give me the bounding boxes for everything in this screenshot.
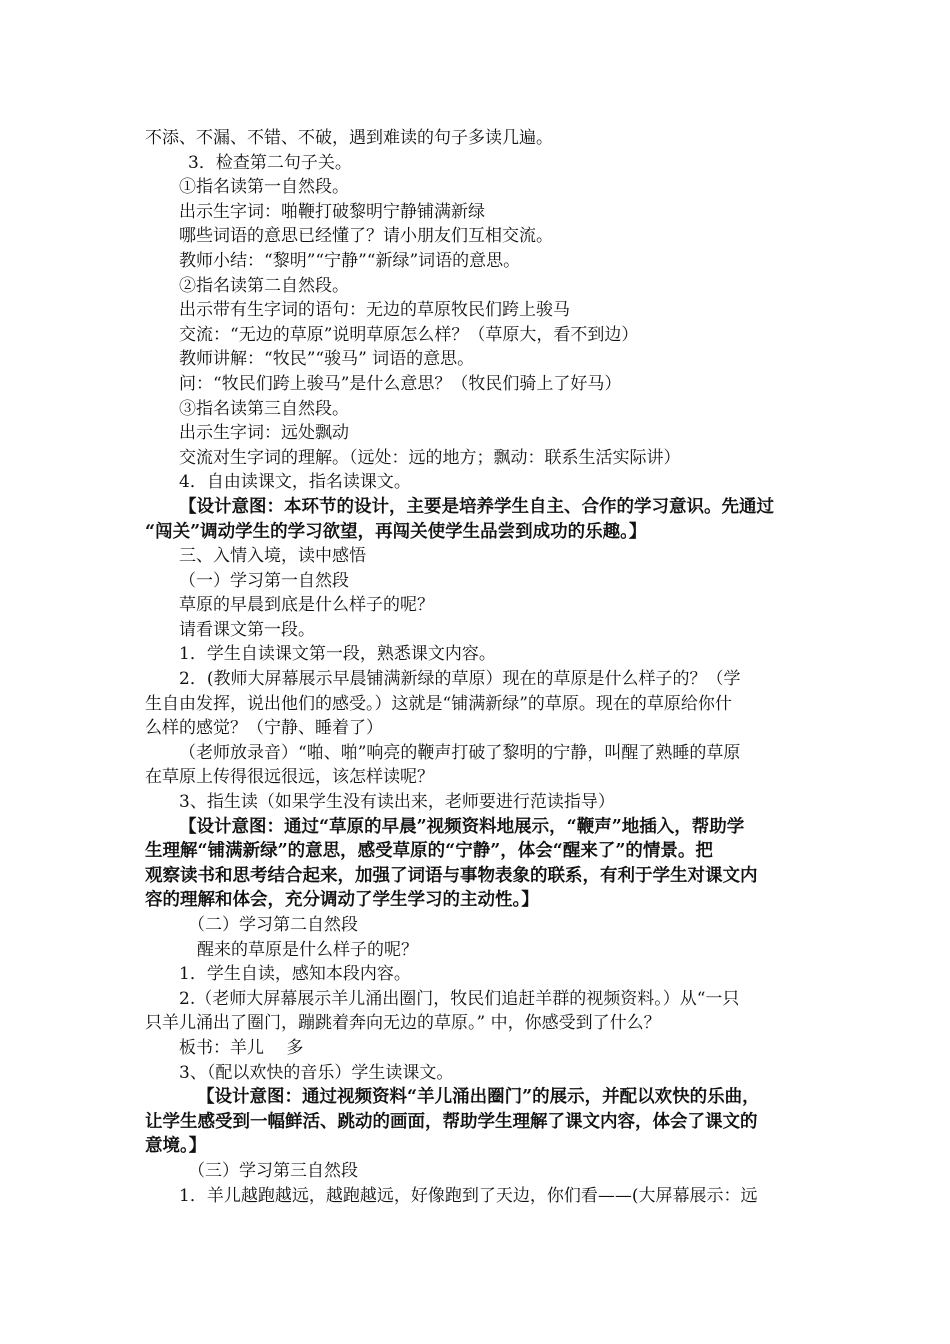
design-intent-note: 观察读书和思考结合起来，加强了词语与事物表象的联系，有利于学生对课文内 xyxy=(145,865,758,886)
text-line: 2.（老师大屏幕展示羊儿涌出圈门，牧民们追赶羊群的视频资料。）从“一只 xyxy=(179,988,740,1009)
text-line: 哪些词语的意思已经懂了？请小朋友们互相交流。 xyxy=(179,226,553,247)
design-intent-note: 【设计意图：本环节的设计，主要是培养学生自主、合作的学习意识。先通过 xyxy=(179,496,774,517)
text-line: 3、（配以欢快的音乐）学生读课文。 xyxy=(179,1062,454,1083)
text-line: 板书：羊儿 多 xyxy=(179,1037,304,1058)
text-line: 4．自由读课文，指名读课文。 xyxy=(179,472,411,493)
subsection-heading: （一）学习第一自然段 xyxy=(179,570,349,591)
text-line: 草原的早晨到底是什么样子的呢？ xyxy=(179,595,434,616)
text-line: 请看课文第一段。 xyxy=(179,619,315,640)
text-line: 出示生字词：远处飘动 xyxy=(179,423,349,444)
text-line: 醒来的草原是什么样子的呢？ xyxy=(197,939,418,960)
text-line: 生自由发挥，说出他们的感受。）这就是“铺满新绿”的草原。现在的草原给你什 xyxy=(145,693,732,714)
design-intent-note: 【设计意图：通过视频资料“羊儿涌出圈门”的展示，并配以欢快的乐曲， xyxy=(197,1087,760,1108)
design-intent-note: 【设计意图：通过“草原的早晨”视频资料地展示，“鞭声”地插入，帮助学 xyxy=(179,816,745,837)
text-line: 3．检查第二句子关。 xyxy=(188,152,352,173)
section-heading: 三、入情入境，读中感悟 xyxy=(179,546,366,567)
text-line: （老师放录音）“啪、啪”响亮的鞭声打破了黎明的宁静，叫醒了熟睡的草原 xyxy=(179,742,741,763)
text-line: 交流对生字词的理解。（远处：远的地方；飘动：联系生活实际讲） xyxy=(179,447,681,468)
text-line: 交流：“无边的草原”说明草原怎么样？（草原大，看不到边） xyxy=(179,324,639,345)
design-intent-note: 生理解“铺满新绿”的意思，感受草原的“宁静”，体会“醒来了”的情景。把 xyxy=(145,841,713,862)
text-line: 在草原上传得很远很远，该怎样读呢？ xyxy=(145,767,434,788)
text-line: ②指名读第二自然段。 xyxy=(179,275,349,296)
text-line: 1．学生自读课文第一段，熟悉课文内容。 xyxy=(179,644,496,665)
text-line: 教师小结：“黎明”“宁静”“新绿”词语的意思。 xyxy=(179,250,521,271)
text-line: 教师讲解：“牧民”“骏马” 词语的意思。 xyxy=(179,349,475,370)
design-intent-note: 让学生感受到一幅鲜活、跳动的画面，帮助学生理解了课文内容，体会了课文的 xyxy=(145,1111,758,1132)
design-intent-note: “闯关”调动学生的学习欲望，再闯关使学生品尝到成功的乐趣。】 xyxy=(145,521,647,542)
text-line: 出示生字词：啪鞭打破黎明宁静铺满新绿 xyxy=(179,201,485,222)
subsection-heading: （三）学习第三自然段 xyxy=(188,1160,358,1181)
text-line: 1．学生自读，感知本段内容。 xyxy=(179,964,411,985)
text-line: 1．羊儿越跑越远，越跑越远，好像跑到了天边，你们看——(大屏幕展示：远 xyxy=(179,1185,758,1206)
text-line: ③指名读第三自然段。 xyxy=(179,398,349,419)
design-intent-note: 容的理解和体会，充分调动了学生学习的主动性。】 xyxy=(145,890,539,911)
text-line: 3、指生读（如果学生没有读出来，老师要进行范读指导） xyxy=(179,792,615,813)
text-line: 不添、不漏、不错、不破，遇到难读的句子多读几遍。 xyxy=(145,128,553,148)
text-line: 2．(教师大屏幕展示早晨铺满新绿的草原）现在的草原是什么样子的？（学 xyxy=(179,669,741,690)
text-line: 只羊儿涌出了圈门，蹦跳着奔向无边的草原。” 中，你感受到了什么？ xyxy=(145,1013,661,1034)
subsection-heading: （二）学习第二自然段 xyxy=(188,915,358,935)
design-intent-note: 意境。】 xyxy=(145,1136,207,1157)
document-page xyxy=(145,126,815,1208)
text-line: 出示带有生字词的语句：无边的草原牧民们跨上骏马 xyxy=(179,300,570,321)
text-line: 么样的感觉？（宁静、睡着了） xyxy=(145,718,383,739)
text-line: ①指名读第一自然段。 xyxy=(179,177,349,198)
text-line: 问：“牧民们跨上骏马”是什么意思？（牧民们骑上了好马） xyxy=(179,373,622,394)
